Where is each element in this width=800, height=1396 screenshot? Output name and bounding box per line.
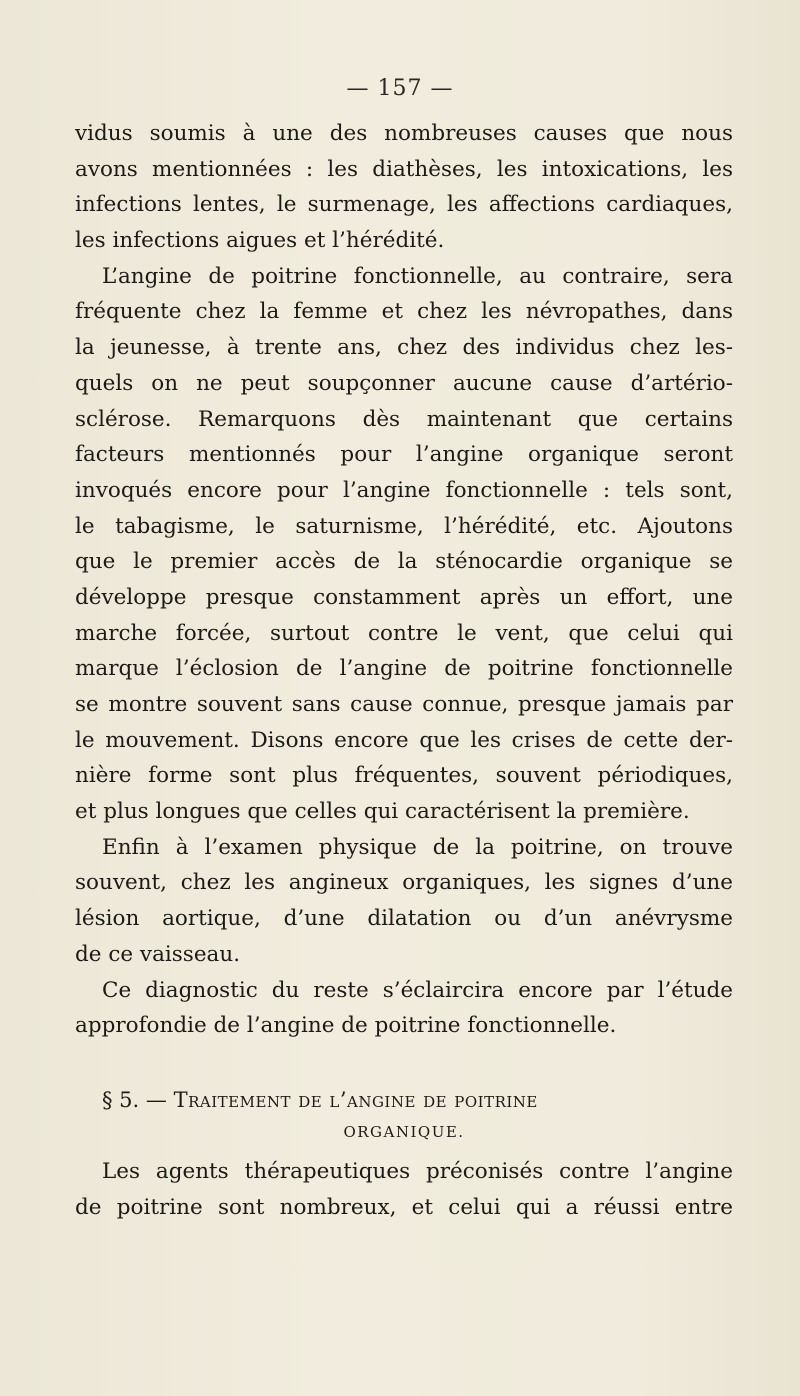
text-line: nière forme sont plus fréquentes, souvent périodiques, (75, 763, 733, 789)
body-text-block-b (75, 1154, 733, 1225)
text-line: le tabagisme, le saturnisme, l’hérédité, etc. Ajoutons (75, 513, 733, 539)
section-subtitle: ORGANIQUE. (343, 1123, 465, 1141)
text-line: développe presque constamment après un effort, une (75, 584, 733, 610)
text-line: sclérose. Remarquons dès maintenant que certains (75, 406, 733, 432)
text-line: souvent, chez les angineux organiques, les signes d’une (75, 870, 733, 896)
text-line: infections lentes, le surmenage, les affections cardiaques, (75, 192, 733, 218)
text-line: marque l’éclosion de l’angine de poitrine fonctionnelle (75, 656, 733, 682)
text-line: avons mentionnées : les diathèses, les intoxications, les (75, 156, 733, 182)
text-line: lésion aortique, d’une dilatation ou d’un anévrysme (75, 906, 733, 932)
text-line: invoqués encore pour l’angine fonctionnelle : tels sont, (75, 477, 733, 503)
text-line: la jeunesse, à trente ans, chez des individus chez les- (75, 335, 733, 361)
text-line: se montre souvent sans cause connue, presque jamais par (75, 692, 733, 717)
text-line: quels on ne peut soupçonner aucune cause d’artério- (75, 370, 733, 396)
text-line: de ce vaisseau. (75, 941, 241, 967)
section-title: Traitement de l’angine de poitrine (173, 1088, 538, 1112)
text-line: vidus soumis à une des nombreuses causes que nous (75, 121, 733, 146)
text-line: Ce diagnostic du reste s’éclaircira encore par l’étude (102, 977, 733, 1003)
text-line: Enfin à l’examen physique de la poitrine, on trouve (102, 834, 733, 860)
section-number: § 5. — (102, 1088, 167, 1112)
text-line: facteurs mentionnés pour l’angine organique seront (75, 442, 733, 468)
text-line: marche forcée, surtout contre le vent, que celui qui (75, 620, 733, 646)
text-line: le mouvement. Disons encore que les crises de cette der- (75, 727, 733, 753)
text-line: que le premier accès de la sténocardie organique se (75, 549, 733, 575)
text-line: approfondie de l’angine de poitrine fonctionnelle. (75, 1013, 617, 1039)
text-line: les infections aigues et l’hérédité. (75, 228, 445, 254)
text-line: L’angine de poitrine fonctionnelle, au contraire, sera (102, 263, 733, 289)
body-text-block-a (75, 116, 733, 1044)
text-line: Les agents thérapeutiques préconisés contre l’angine (102, 1159, 733, 1184)
text-line: et plus longues que celles qui caractérisent la première. (75, 799, 690, 825)
page-number: — 157 — (346, 76, 454, 101)
text-line: fréquente chez la femme et chez les névropathes, dans (75, 299, 733, 325)
text-line: de poitrine sont nombreux, et celui qui a réussi entre (75, 1194, 733, 1220)
section-heading (75, 1084, 733, 1148)
